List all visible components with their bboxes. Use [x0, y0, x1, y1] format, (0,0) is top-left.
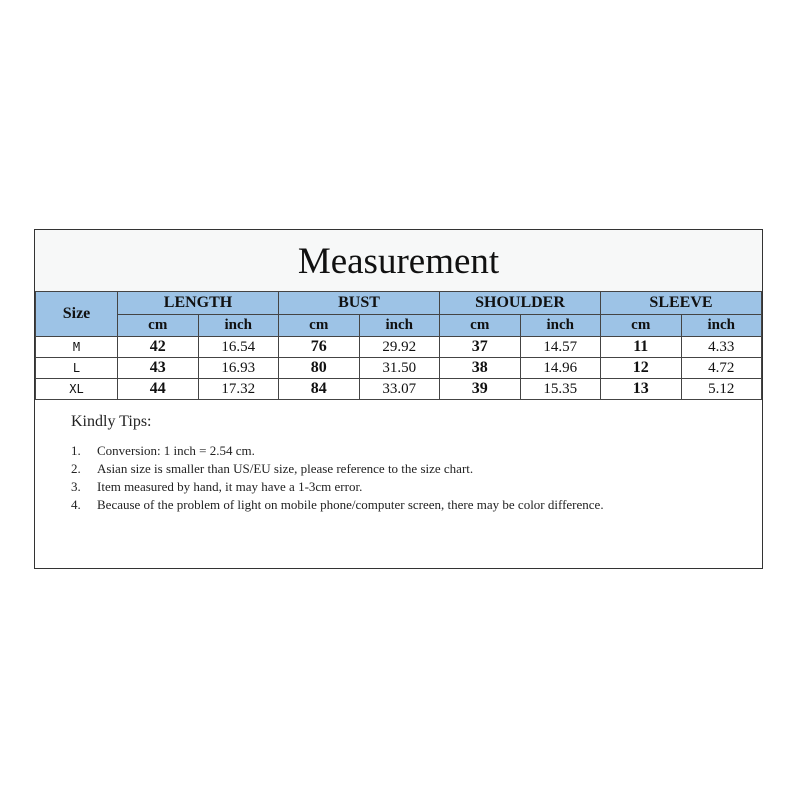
group-header-bust: BUST — [279, 292, 440, 315]
inch-cell: 16.93 — [198, 358, 279, 379]
unit-header-inch: inch — [681, 315, 762, 337]
cm-cell: 11 — [601, 337, 682, 358]
inch-cell: 33.07 — [359, 379, 440, 400]
inch-cell: 5.12 — [681, 379, 762, 400]
group-header-length: LENGTH — [118, 292, 279, 315]
cm-cell: 76 — [279, 337, 360, 358]
size-table — [35, 291, 762, 400]
unit-header-cm: cm — [601, 315, 682, 337]
inch-cell: 17.32 — [198, 379, 279, 400]
size-cell: XL — [36, 379, 118, 400]
unit-header-cm: cm — [279, 315, 360, 337]
cm-cell: 84 — [279, 379, 360, 400]
inch-cell: 15.35 — [520, 379, 601, 400]
tips-title: Kindly Tips: — [71, 413, 152, 430]
inch-cell: 14.57 — [520, 337, 601, 358]
unit-header-cm: cm — [118, 315, 199, 337]
group-header-shoulder: SHOULDER — [440, 292, 601, 315]
table-row — [36, 337, 762, 358]
list-item — [71, 442, 762, 460]
unit-header-cm: cm — [440, 315, 521, 337]
tip-text: Item measured by hand, it may have a 1-3cm error. — [97, 479, 363, 494]
size-chart-card — [34, 229, 763, 569]
cm-cell: 44 — [118, 379, 199, 400]
tip-number: 3. — [71, 479, 81, 494]
group-header-sleeve: SLEEVE — [601, 292, 762, 315]
cm-cell: 43 — [118, 358, 199, 379]
inch-cell: 16.54 — [198, 337, 279, 358]
cm-cell: 38 — [440, 358, 521, 379]
size-cell: L — [36, 358, 118, 379]
list-item — [71, 460, 762, 478]
table-header-row — [36, 292, 762, 315]
cm-cell: 13 — [601, 379, 682, 400]
size-cell: M — [36, 337, 118, 358]
table-unit-row — [36, 315, 762, 337]
cm-cell: 42 — [118, 337, 199, 358]
tip-number: 2. — [71, 461, 81, 476]
tips-section — [35, 400, 762, 514]
unit-header-inch: inch — [359, 315, 440, 337]
unit-header-inch: inch — [520, 315, 601, 337]
table-row — [36, 358, 762, 379]
tip-number: 4. — [71, 497, 81, 512]
inch-cell: 4.33 — [681, 337, 762, 358]
inch-cell: 29.92 — [359, 337, 440, 358]
tips-list — [71, 442, 762, 514]
tip-text: Asian size is smaller than US/EU size, please reference to the size chart. — [97, 461, 474, 476]
chart-title: Measurement — [35, 230, 762, 291]
cm-cell: 12 — [601, 358, 682, 379]
unit-header-inch: inch — [198, 315, 279, 337]
list-item — [71, 478, 762, 496]
cm-cell: 39 — [440, 379, 521, 400]
size-column-header: Size — [36, 292, 118, 337]
tip-text: Conversion: 1 inch = 2.54 cm. — [97, 443, 255, 458]
inch-cell: 4.72 — [681, 358, 762, 379]
cm-cell: 37 — [440, 337, 521, 358]
inch-cell: 31.50 — [359, 358, 440, 379]
inch-cell: 14.96 — [520, 358, 601, 379]
list-item — [71, 496, 762, 514]
tip-text: Because of the problem of light on mobile phone/computer screen, there may be color difference. — [97, 497, 604, 512]
cm-cell: 80 — [279, 358, 360, 379]
tip-number: 1. — [71, 443, 81, 458]
table-row — [36, 379, 762, 400]
